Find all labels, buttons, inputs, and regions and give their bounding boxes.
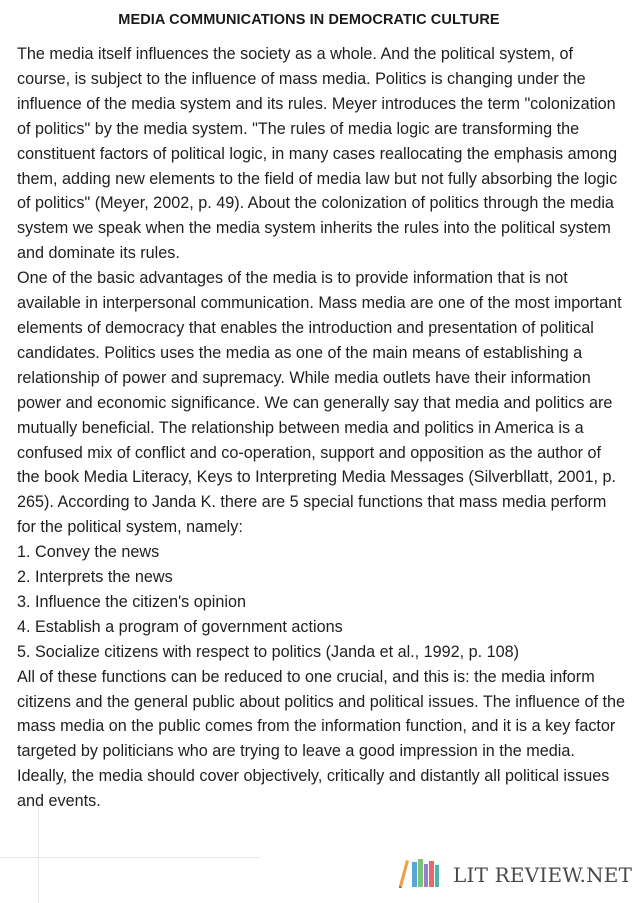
list-item-function: 3. Influence the citizen's opinion bbox=[17, 592, 246, 611]
book-spine bbox=[418, 859, 423, 887]
decorative-line-horizontal bbox=[0, 857, 260, 858]
site-logo[interactable] bbox=[397, 856, 632, 888]
book-spine bbox=[412, 862, 417, 887]
page-title: MEDIA COMMUNICATIONS IN DEMOCRATIC CULTURE bbox=[118, 12, 500, 28]
books-pencil-icon bbox=[397, 856, 441, 888]
paragraph-advantages: One of the basic advantages of the media is to provide information that is not available in interpersonal communication. Mass media are one of the most important elements of democracy that enables the introduction and presentation of political candidates. Politics uses the media as one of the main means of establishing a relationship of power and supremacy. While media outlets have their information power and economic significance. We can generally say that media and politics are mutually beneficial. The relationship between media and politics in America is a confused mix of conflict and co-operation, support and opposition as the author of the book Media Literacy, Keys to Interpreting Media Messages (Silverbllatt, 2001, p. 265). According to Janda K. there are 5 special functions that mass media perform for the political system, namely: bbox=[17, 269, 622, 537]
list-item-function: 5. Socialize citizens with respect to politics (Janda et al., 1992, p. 108) bbox=[17, 642, 520, 661]
list-item-function: 1. Convey the news bbox=[17, 543, 160, 562]
list-item-function: 2. Interprets the news bbox=[17, 568, 173, 587]
paragraph-conclusion: All of these functions can be reduced to one crucial, and this is: the media inform citizens and the general public about politics and political issues. The influence of the mass media on the public comes from the information function, and it is a key factor targeted by politicians who are trying to leave a good impression in the media. Ideally, the media should cover objectively, critically and distantly all political issues and events. bbox=[17, 667, 626, 811]
list-item-function: 4. Establish a program of government actions bbox=[17, 617, 343, 636]
book-spine bbox=[424, 864, 428, 887]
book-spine bbox=[429, 861, 434, 887]
document-body bbox=[17, 42, 627, 814]
pencil-shape bbox=[399, 860, 409, 887]
paragraph-colonization: The media itself influences the society as a whole. And the political system, of course, is subject to the influence of mass media. Politics is changing under the influence of the media system and its rules. Meyer introduces the term "colonization of politics" by the media system. "The rules of media logic are transforming the constituent factors of political logic, in many cases reallocating the emphasis among them, adding new elements to the field of media law but not fully absorbing the logic of politics" (Meyer, 2002, p. 49). About the colonization of politics through the media system we speak when the media system inherits the rules into the political system and dominate its rules. bbox=[17, 45, 618, 263]
book-spine bbox=[435, 865, 439, 887]
decorative-line-vertical bbox=[38, 800, 39, 903]
logo-text: LIT REVIEW.NET bbox=[453, 863, 633, 887]
